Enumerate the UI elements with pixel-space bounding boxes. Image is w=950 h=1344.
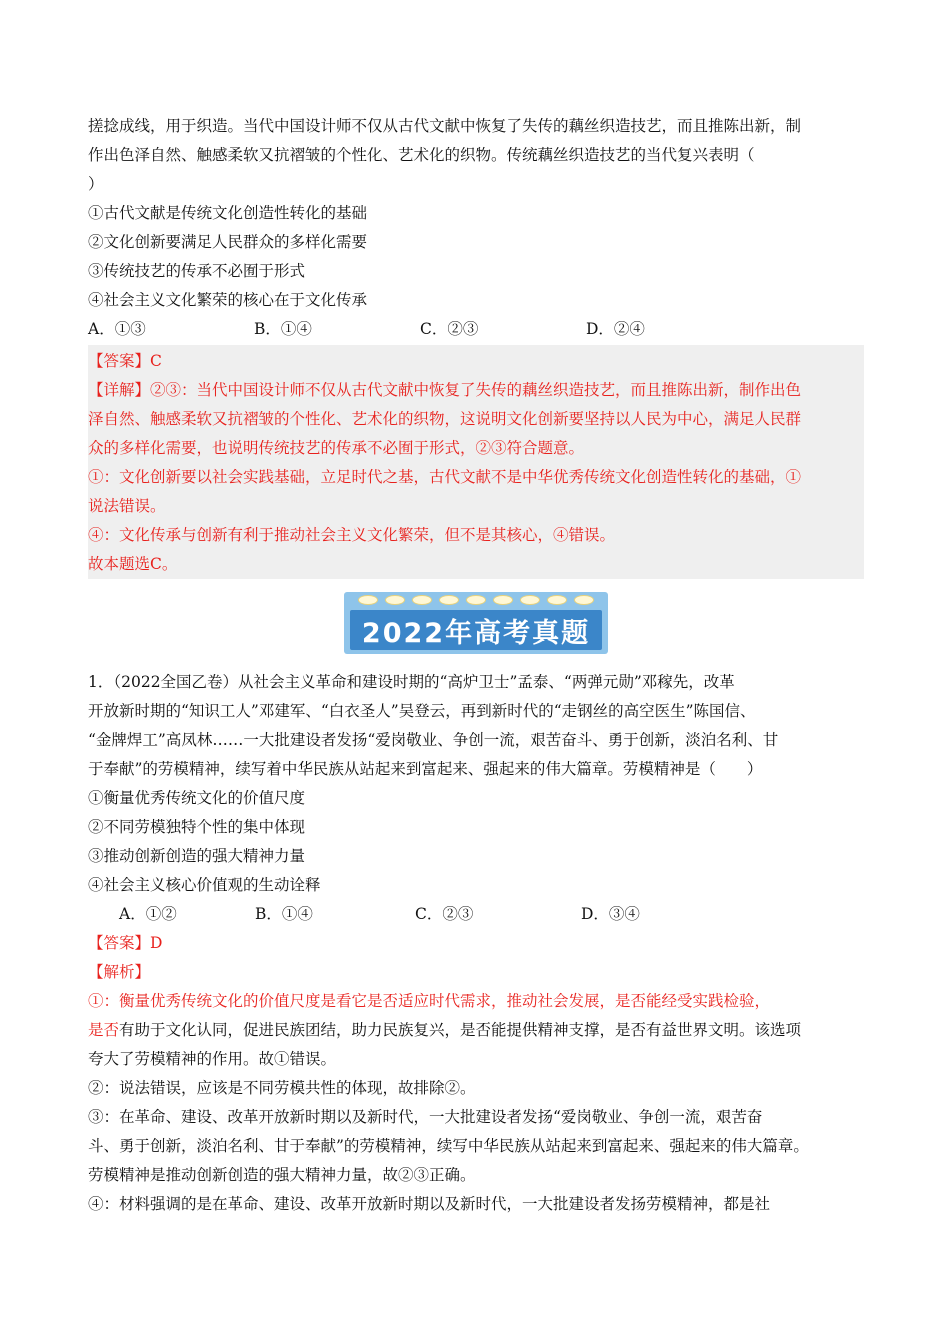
document-page: [88, 112, 864, 1219]
q1-stem-line: ）: [88, 175, 104, 193]
q1-item: ③传统技艺的传承不必囿于形式: [88, 262, 306, 280]
banner-inner: [350, 610, 602, 650]
q2-analysis-red-fragment: 是否: [88, 1021, 120, 1039]
q1-explanation-line: 【详解】②③：当代中国设计师不仅从古代文献中恢复了失传的藕丝织造技艺，而且推陈出新，制作出色: [88, 381, 802, 399]
q2-analysis-line: 夸大了劳模精神的作用。故①错误。: [88, 1050, 337, 1068]
q2-stem-line: 于奉献”的劳模精神，续写着中华民族从站起来到富起来、强起来的伟大篇章。劳模精神是（ ）: [88, 760, 763, 778]
q2-stem-line: “金牌焊工”高凤林……一大批建设者发扬“爱岗敬业、争创一流，艰苦奋斗、勇于创新，淡泊名利、甘: [88, 731, 779, 749]
section-banner-wrap: [88, 592, 864, 654]
q1-explanation-line: 说法错误。: [88, 497, 166, 515]
q2-analysis-line: ①：衡量优秀传统文化的价值尺度是看它是否适应时代需求，推动社会发展，是否能经受实践检验，: [88, 992, 771, 1010]
q1-options: [88, 315, 864, 344]
q2-option-d: D．③④: [581, 905, 640, 923]
q2-analysis-line: ②：说法错误，应该是不同劳模共性的体现，故排除②。: [88, 1079, 476, 1097]
q2-options: [88, 900, 864, 929]
q1-items: [88, 199, 864, 315]
q2-item: ③推动创新创造的强大精神力量: [88, 847, 306, 865]
q2-answer: 【答案】D: [88, 934, 163, 952]
banner-dot: [385, 595, 405, 605]
q2: [88, 668, 864, 1219]
q2-analysis-label: 【解析】: [88, 963, 151, 981]
q1-option-c: C．②③: [420, 320, 479, 338]
q1-option-d: D．②④: [586, 320, 645, 338]
banner-dots: [344, 595, 608, 607]
section-title: 2022年高考真题: [361, 617, 591, 649]
q2-analysis-line: ④：材料强调的是在革命、建设、改革开放新时期以及新时代，一大批建设者发扬劳模精神，都是社: [88, 1195, 771, 1213]
q1-explanation-line: 泽自然、触感柔软又抗褶皱的个性化、艺术化的织物，这说明文化创新要坚持以人民为中心，满足人民群: [88, 410, 802, 428]
q2-analysis-fragment: 有助于文化认同，促进民族团结，助力民族复兴，是否能提供精神支撑，是否有益世界文明。该选项: [119, 1021, 802, 1039]
q2-option-a: A．①②: [119, 905, 177, 923]
banner-dot: [493, 595, 513, 605]
banner-dot: [439, 595, 459, 605]
q2-analysis-line: [88, 1016, 864, 1045]
section-banner: [344, 592, 608, 654]
banner-dot: [520, 595, 540, 605]
banner-dot: [547, 595, 567, 605]
banner-dot: [358, 595, 378, 605]
q1-item: ②文化创新要满足人民群众的多样化需要: [88, 233, 368, 251]
q2-option-b: B．①④: [255, 905, 313, 923]
q2-analysis-line: ③：在革命、建设、改革开放新时期以及新时代，一大批建设者发扬“爱岗敬业、争创一流，艰苦奋: [88, 1108, 763, 1126]
q2-stem-line: 1．（2022全国乙卷）从社会主义革命和建设时期的“高炉卫士”孟泰、“两弹元勋”邓稼先，改革: [88, 673, 735, 691]
q1-item: ①古代文献是传统文化创造性转化的基础: [88, 204, 368, 222]
q2-option-c: C．②③: [415, 905, 474, 923]
q2-stem-line: 开放新时期的“知识工人”邓建军、“白衣圣人”吴登云，再到新时代的“走钢丝的高空医生”陈国信、: [88, 702, 756, 720]
q1-stem: [88, 112, 864, 199]
q2-item: ②不同劳模独特个性的集中体现: [88, 818, 306, 836]
q2-item: ①衡量优秀传统文化的价值尺度: [88, 789, 306, 807]
q1-stem-line: 作出色泽自然、触感柔软又抗褶皱的个性化、艺术化的织物。传统藕丝织造技艺的当代复兴表明（: [88, 146, 755, 164]
q1-explanation-line: ④：文化传承与创新有利于推动社会主义文化繁荣，但不是其核心，④错误。: [88, 526, 616, 544]
q1-answer: 【答案】C: [88, 352, 162, 370]
banner-dot: [466, 595, 486, 605]
q1-option-b: B．①④: [254, 320, 312, 338]
banner-dot: [412, 595, 432, 605]
q2-analysis-line: 斗、勇于创新，淡泊名利、甘于奉献”的劳模精神，续写中华民族从站起来到富起来、强起来的伟大篇章。: [88, 1137, 809, 1155]
q2-analysis-line: 劳模精神是推动创新创造的强大精神力量，故②③正确。: [88, 1166, 476, 1184]
q1-answer-box: [88, 345, 864, 579]
q1-option-a: A．①③: [88, 320, 146, 338]
banner-dot: [574, 595, 594, 605]
q1-explanation-line: 众的多样化需要，也说明传统技艺的传承不必囿于形式，②③符合题意。: [88, 439, 585, 457]
q1-explanation-line: ①：文化创新要以社会实践基础，立足时代之基，古代文献不是中华优秀传统文化创造性转化的基础，①: [88, 468, 802, 486]
q2-item: ④社会主义核心价值观的生动诠释: [88, 876, 321, 894]
q1-item: ④社会主义文化繁荣的核心在于文化传承: [88, 291, 368, 309]
q1-stem-line: 搓捻成线，用于织造。当代中国设计师不仅从古代文献中恢复了失传的藕丝织造技艺，而且推陈出新，制: [88, 117, 802, 135]
q1-explanation-line: 故本题选C。: [88, 555, 178, 573]
